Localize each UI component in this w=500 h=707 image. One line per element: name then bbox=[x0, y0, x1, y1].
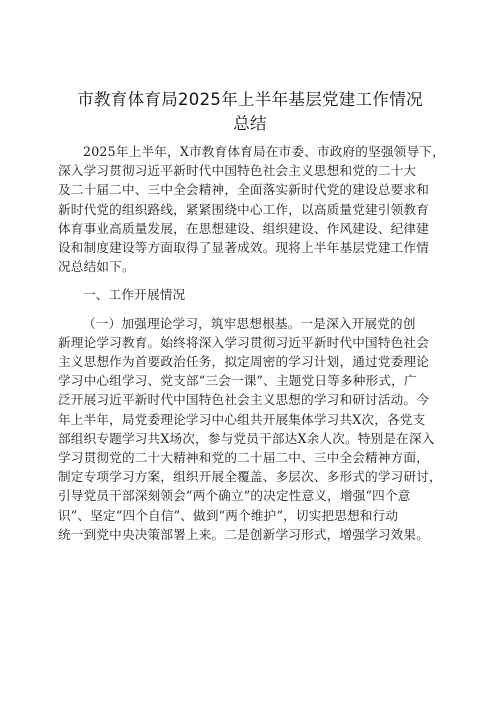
section-line: 年上半年，局党委理论学习中心组共开展集体学习共X次，各党支 bbox=[58, 411, 426, 427]
intro-line: 体育事业高质量发展，在思想建设、组织建设、作风建设、纪律建 bbox=[58, 220, 430, 236]
section-heading: 一、工作开展情况 bbox=[83, 287, 186, 303]
intro-line: 新时代党的组织路线，紧紧围绕中心工作，以高质量党建引领教育 bbox=[58, 201, 430, 217]
intro-line: 况总结如下。 bbox=[58, 259, 135, 275]
section-line: 统一到党中央决策部署上来。二是创新学习形式，增强学习效果。 bbox=[58, 526, 430, 542]
section-line: 主义思想作为首要政治任务，拟定周密的学习计划，通过党委理论 bbox=[58, 354, 430, 370]
title-line-1: 市教育体育局2025年上半年基层党建工作情况 bbox=[77, 90, 423, 109]
intro-paragraph bbox=[58, 142, 445, 276]
section-line: 引导党员干部深刻领会“两个确立”的决定性意义，增强“四个意 bbox=[58, 488, 411, 504]
document-body bbox=[58, 142, 445, 544]
section-line: 部组织专题学习共X场次，参与党员干部达X余人次。特别是在深入 bbox=[58, 430, 435, 446]
intro-line: 2025年上半年，X市教育体育局在市委、市政府的坚强领导下， bbox=[83, 144, 445, 159]
section-line: 识”、坚定“四个自信”、做到“两个维护”，切实把思想和行动 bbox=[58, 507, 399, 523]
paragraph-gap bbox=[58, 305, 442, 314]
section-line: 学习贯彻党的二十大精神和党的二十届二中、三中全会精神方面， bbox=[58, 450, 430, 466]
section-line: （一）加强理论学习，筑牢思想根基。一是深入开展党的创 bbox=[83, 315, 416, 331]
intro-line: 设和制度建设等方面取得了显著成效。现将上半年基层党建工作情 bbox=[58, 240, 430, 256]
title-line-2: 总结 bbox=[233, 114, 267, 133]
intro-line: 深入学习贯彻习近平新时代中国特色社会主义思想和党的二十大 bbox=[58, 163, 417, 179]
intro-line: 及二十届二中、三中全会精神，全面落实新时代党的建设总要求和 bbox=[58, 182, 430, 198]
section-line: 泛开展习近平新时代中国特色社会主义思想的学习和研讨活动。今 bbox=[58, 392, 430, 408]
section-line: 新理论学习教育。始终将深入学习贯彻习近平新时代中国特色社会 bbox=[58, 334, 430, 350]
section-line: 学习中心组学习、党支部“三会一课”、主题党日等多种形式，广 bbox=[58, 373, 417, 389]
section-paragraph bbox=[58, 314, 442, 544]
paragraph-gap bbox=[58, 276, 442, 285]
section-line: 制定专项学习方案，组织开展全覆盖、多层次、多形式的学习研讨， bbox=[58, 469, 442, 485]
document-title bbox=[58, 88, 442, 136]
